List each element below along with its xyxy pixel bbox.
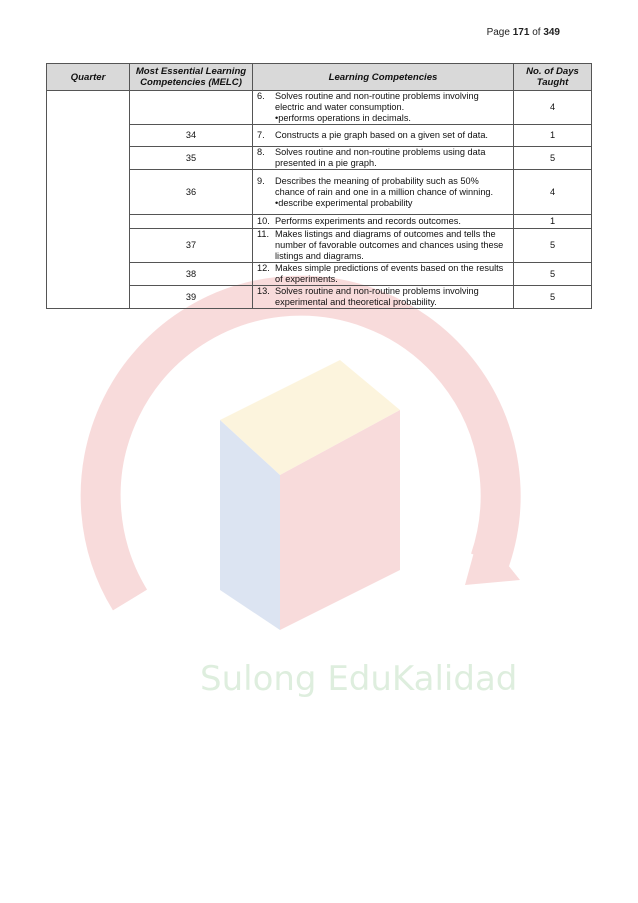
days-cell: 5 xyxy=(514,229,592,263)
melc-cell xyxy=(130,91,253,125)
item-text: Describes the meaning of probability such as 50% chance of rain and one in a million chance of winning. xyxy=(275,175,494,197)
days-cell: 1 xyxy=(514,125,592,147)
col-header-days: No. of Days Taught xyxy=(514,64,592,91)
page-number: Page 171 of 349 xyxy=(486,27,560,38)
days-cell: 5 xyxy=(514,263,592,286)
watermark-bottom-text: Sulong EduKalidad xyxy=(200,659,518,699)
item-text: Makes simple predictions of events based on the results of experiments. xyxy=(275,263,504,284)
item-number: 13. xyxy=(257,286,270,296)
table-row xyxy=(47,91,592,125)
item-text: Solves routine and non-routine problems involving experimental and theoretical probability. xyxy=(275,286,479,307)
item-number: 6. xyxy=(257,91,265,101)
days-cell: 5 xyxy=(514,147,592,170)
item-text: Constructs a pie graph based on a given set of data. xyxy=(275,130,488,140)
col-header-melc: Most Essential Learning Competencies (MELC) xyxy=(130,64,253,91)
item-number: 8. xyxy=(257,147,265,157)
item-text: Makes listings and diagrams of outcomes and tells the number of favorable outcomes and chances using these listings and diagrams. xyxy=(275,229,504,261)
item-number: 9. xyxy=(257,175,265,186)
melc-cell: 37 xyxy=(130,229,253,263)
item-text: Solves routine and non-routine problems involving electric and water consumption. xyxy=(275,91,479,112)
days-cell: 1 xyxy=(514,215,592,229)
melc-cell: 38 xyxy=(130,263,253,286)
melc-cell: 39 xyxy=(130,286,253,309)
item-number: 10. xyxy=(257,216,270,226)
days-cell: 5 xyxy=(514,286,592,309)
item-subpoint: •performs operations in decimals. xyxy=(275,113,411,123)
table-header-row xyxy=(47,64,592,91)
competency-cell xyxy=(253,215,514,229)
melc-cell: 36 xyxy=(130,170,253,215)
item-subpoint: •describe experimental probability xyxy=(275,197,413,208)
melc-cell: 35 xyxy=(130,147,253,170)
calabarzon-watermark-logo xyxy=(70,270,570,710)
item-number: 11. xyxy=(257,229,270,239)
competency-cell xyxy=(253,147,514,170)
competency-cell xyxy=(253,286,514,309)
quarter-cell xyxy=(47,91,130,309)
item-text: Performs experiments and records outcomes. xyxy=(275,216,461,226)
col-header-competencies: Learning Competencies xyxy=(253,64,514,91)
competency-cell xyxy=(253,91,514,125)
melc-cell xyxy=(130,215,253,229)
col-header-quarter: Quarter xyxy=(47,64,130,91)
competency-cell xyxy=(253,170,514,215)
learning-competencies-table xyxy=(46,63,592,309)
competency-cell xyxy=(253,125,514,147)
days-cell: 4 xyxy=(514,170,592,215)
melc-cell: 34 xyxy=(130,125,253,147)
competency-cell xyxy=(253,263,514,286)
item-number: 12. xyxy=(257,263,270,273)
days-cell: 4 xyxy=(514,91,592,125)
competency-cell xyxy=(253,229,514,263)
item-number: 7. xyxy=(257,130,265,140)
item-text: Solves routine and non-routine problems using data presented in a pie graph. xyxy=(275,147,486,168)
